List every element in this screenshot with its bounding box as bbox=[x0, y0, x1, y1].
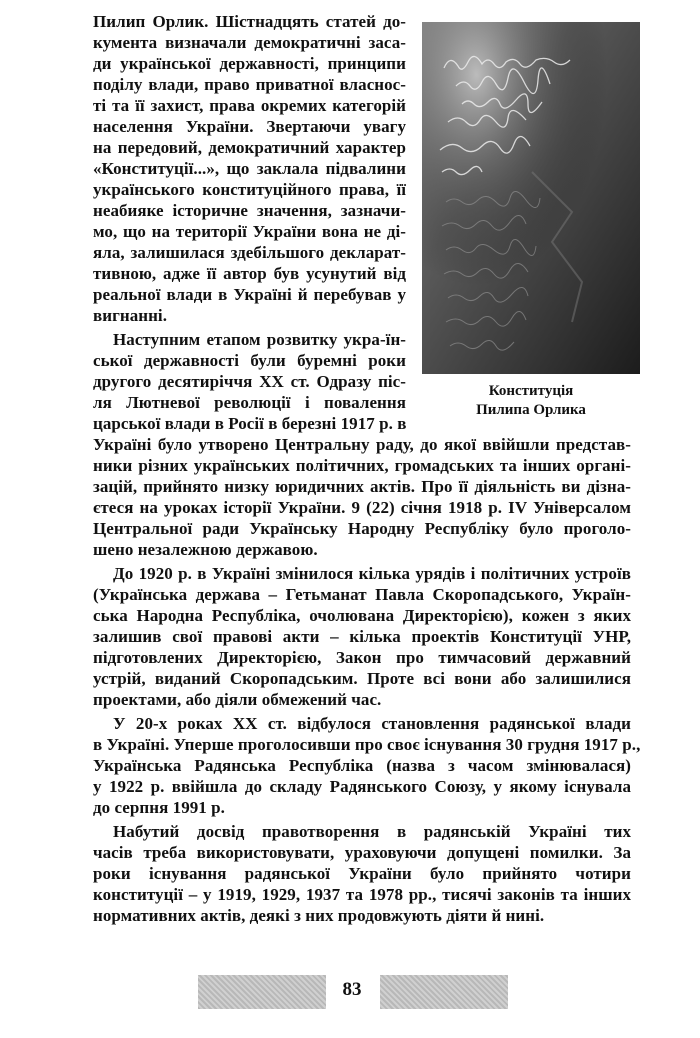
text-line: часів треба використовувати, ураховуючи допущені помилки. За bbox=[93, 843, 631, 862]
text-line: (Українська держава – Гетьманат Павла Скоропадського, Україн- bbox=[93, 585, 631, 604]
text-line: ники різних українських політичних, громадських та інших органі- bbox=[93, 456, 631, 475]
text-line: мо, що на території України вона не ді- bbox=[93, 222, 406, 241]
text-line: до серпня 1991 р. bbox=[93, 798, 225, 817]
text-line: Центральної ради Українську Народну Республіку було проголо- bbox=[93, 519, 631, 538]
text-line: ська Народна Республіка, очолювана Директорією), кожен з яких bbox=[93, 606, 631, 625]
text-line: яла, залишилася здебільшого декларат- bbox=[93, 243, 406, 262]
text-line: реальної влади в Україні й перебував у bbox=[93, 285, 406, 304]
text-line: тивною, адже її автор був усунутий від bbox=[93, 264, 406, 283]
text-line: підготовлених Директорією, Закон про тимчасовий державний bbox=[93, 648, 631, 667]
text-line: конституції – у 1919, 1929, 1937 та 1978 рр., тисячі законів та інших bbox=[93, 885, 631, 904]
text-line: проектами, або діяли обмежений час. bbox=[93, 690, 382, 709]
text-line: у 1922 р. ввійшла до складу Радянського Союзу, у якому існувала bbox=[93, 777, 631, 796]
footer-decoration-left bbox=[198, 975, 326, 1009]
text-line: населення України. Звертаючи увагу bbox=[93, 117, 406, 136]
image-caption-line-2: Пилипа Орлика bbox=[476, 402, 586, 418]
text-line: До 1920 р. в Україні змінилося кілька урядів і політичних устроїв bbox=[113, 564, 631, 583]
text-line: Україні було утворено Центральну раду, до якої ввійшли представ- bbox=[93, 435, 631, 454]
text-line: поділу влади, право приватної власнос- bbox=[93, 75, 406, 94]
text-line: устрій, виданий Скоропадським. Проте всі вони або залишилися bbox=[93, 669, 631, 688]
text-line: українського конституційного права, її bbox=[93, 180, 406, 199]
text-line: Наступним етапом розвитку укра-їн- bbox=[113, 330, 406, 349]
page-number: 83 bbox=[342, 979, 362, 1000]
text-line: роки існування радянської України було прийнято чотири bbox=[93, 864, 631, 883]
text-line: «Конституції...», що заклала підвалини bbox=[93, 159, 406, 178]
manuscript-handwriting-graphic bbox=[422, 22, 640, 374]
text-line: неабияке історичне значення, зазначи- bbox=[93, 201, 406, 220]
text-line: Українська Радянська Республіка (назва з часом змінювалася) bbox=[93, 756, 631, 775]
text-line: в Україні. Уперше проголосивши про своє існування 30 грудня 1917 р., bbox=[93, 735, 641, 754]
constitution-manuscript-image bbox=[422, 22, 640, 374]
image-caption-line-1: Конституція bbox=[488, 383, 574, 399]
text-line: кумента визначали демократичні заса- bbox=[93, 33, 406, 52]
text-line: Пилип Орлик. Шістнадцять статей до- bbox=[93, 12, 406, 31]
text-line: другого десятиріччя XX ст. Одразу піс- bbox=[93, 372, 406, 391]
text-line: У 20-х роках XX ст. відбулося становлення радянської влади bbox=[113, 714, 631, 733]
text-line: зацій, прийнято низку юридичних актів. Про її діяльність ви дізна- bbox=[93, 477, 631, 496]
text-line: залишив свої правові акти – кілька проектів Конституції УНР, bbox=[93, 627, 631, 646]
text-line: єтеся на уроках історії України. 9 (22) січня 1918 р. IV Універсалом bbox=[93, 498, 631, 517]
footer-decoration-right bbox=[380, 975, 508, 1009]
text-line: нормативних актів, деякі з них продовжують діяти й нині. bbox=[93, 906, 545, 925]
text-line: ської державності були буремні роки bbox=[93, 351, 406, 370]
text-line: Набутий досвід правотворення в радянській Україні тих bbox=[113, 822, 631, 841]
text-line: шено незалежною державою. bbox=[93, 540, 318, 559]
text-line: ті та її захист, права окремих категорій bbox=[93, 96, 406, 115]
text-line: царської влади в Росії в березні 1917 р. в bbox=[93, 414, 407, 433]
text-line: на передовий, демократичний характер bbox=[93, 138, 406, 157]
text-line: ля Лютневої революції і повалення bbox=[93, 393, 406, 412]
text-line: ди української державності, принципи bbox=[93, 54, 406, 73]
text-line: вигнанні. bbox=[93, 306, 168, 325]
